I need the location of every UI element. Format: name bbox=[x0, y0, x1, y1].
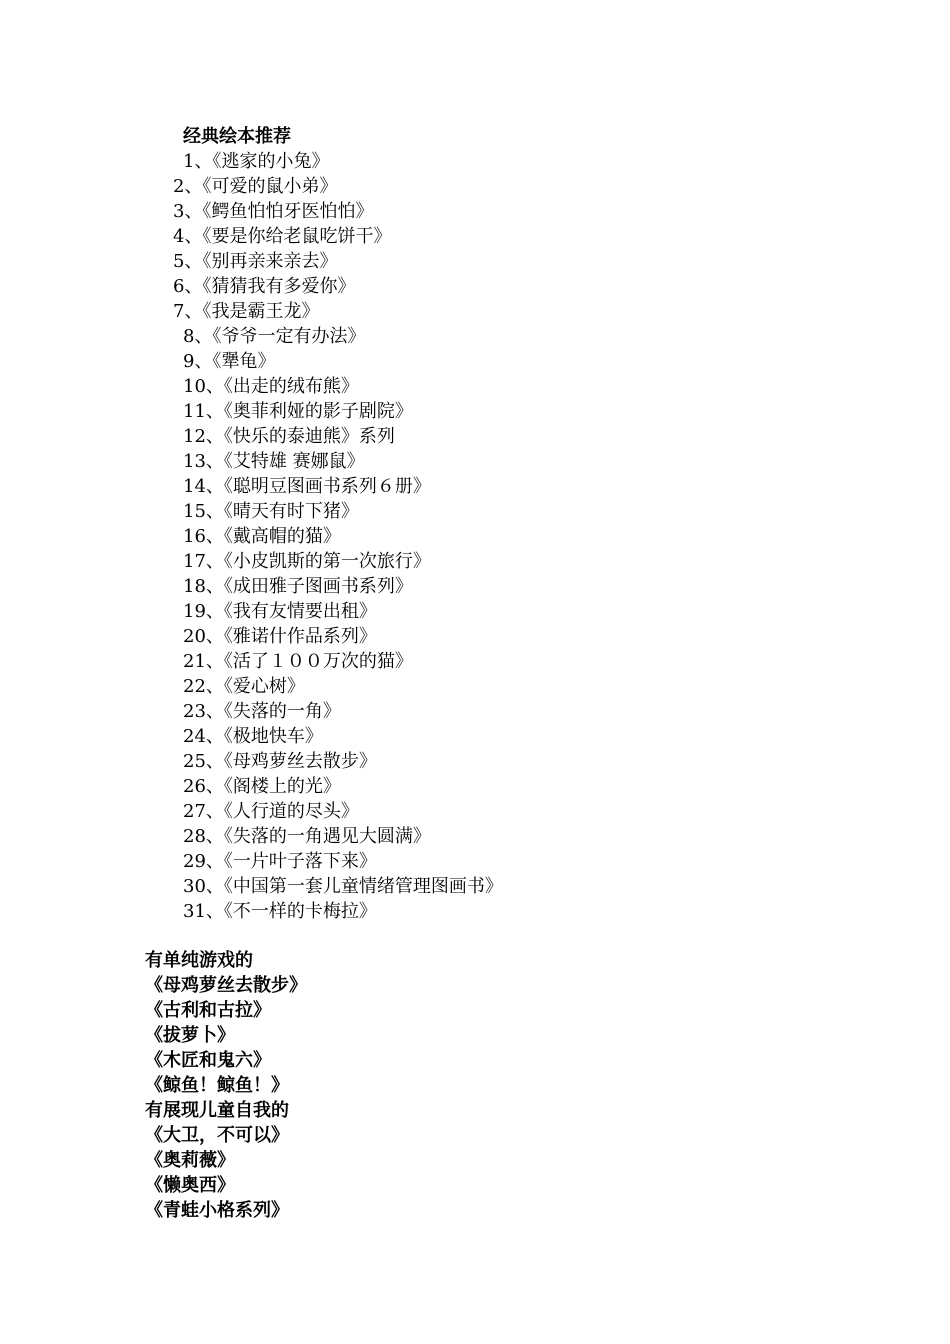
list-item: 15、《晴天有时下猪》 bbox=[183, 501, 359, 522]
list-item: 2、《可爱的鼠小弟》 bbox=[173, 176, 338, 197]
list-item: 22、《爱心树》 bbox=[183, 676, 305, 697]
list-item: 6、《猜猜我有多爱你》 bbox=[173, 276, 356, 297]
list-item: 《木匠和鬼六》 bbox=[145, 1050, 271, 1071]
list-item: 8、《爷爷一定有办法》 bbox=[183, 326, 366, 347]
list-item: 25、《母鸡萝丝去散步》 bbox=[183, 751, 377, 772]
list-item: 17、《小皮凯斯的第一次旅行》 bbox=[183, 551, 431, 572]
list-item: 12、《快乐的泰迪熊》系列 bbox=[183, 426, 395, 447]
list-item: 9、《犟龟》 bbox=[183, 351, 276, 372]
list-item: 《拔萝卜》 bbox=[145, 1025, 235, 1046]
list-item: 26、《阁楼上的光》 bbox=[183, 776, 341, 797]
list-item: 《古利和古拉》 bbox=[145, 1000, 271, 1021]
list-item: 4、《要是你给老鼠吃饼干》 bbox=[173, 226, 392, 247]
list-item: 7、《我是霸王龙》 bbox=[173, 301, 320, 322]
list-item: 《大卫，不可以》 bbox=[145, 1125, 289, 1146]
list-item: 31、《不一样的卡梅拉》 bbox=[183, 901, 377, 922]
list-item: 1、《逃家的小兔》 bbox=[183, 151, 330, 172]
list-item: 《鲸鱼！鲸鱼！》 bbox=[145, 1075, 289, 1096]
list-item: 16、《戴高帽的猫》 bbox=[183, 526, 341, 547]
list-item: 3、《鳄鱼怕怕牙医怕怕》 bbox=[173, 201, 374, 222]
list-item: 《懒奥西》 bbox=[145, 1175, 235, 1196]
list-item: 13、《艾特雄 赛娜鼠》 bbox=[183, 451, 365, 472]
list-item: 18、《成田雅子图画书系列》 bbox=[183, 576, 413, 597]
list-item: 24、《极地快车》 bbox=[183, 726, 323, 747]
list-item: 5、《别再亲来亲去》 bbox=[173, 251, 338, 272]
section-heading-self: 有展现儿童自我的 bbox=[145, 1100, 289, 1121]
list-item: 21、《活了１００万次的猫》 bbox=[183, 651, 413, 672]
section-heading-games: 有单纯游戏的 bbox=[145, 950, 253, 971]
list-item: 20、《雅诺什作品系列》 bbox=[183, 626, 377, 647]
list-item: 11、《奥菲利娅的影子剧院》 bbox=[183, 401, 413, 422]
list-item: 23、《失落的一角》 bbox=[183, 701, 341, 722]
list-item: 30、《中国第一套儿童情绪管理图画书》 bbox=[183, 876, 503, 897]
list-item: 《青蛙小格系列》 bbox=[145, 1200, 289, 1221]
list-item: 27、《人行道的尽头》 bbox=[183, 801, 359, 822]
list-item: 28、《失落的一角遇见大圆满》 bbox=[183, 826, 431, 847]
list-item: 《母鸡萝丝去散步》 bbox=[145, 975, 307, 996]
list-item: 10、《出走的绒布熊》 bbox=[183, 376, 359, 397]
list-item: 《奥莉薇》 bbox=[145, 1150, 235, 1171]
list-item: 14、《聪明豆图画书系列６册》 bbox=[183, 476, 431, 497]
list-item: 19、《我有友情要出租》 bbox=[183, 601, 377, 622]
list-item: 29、《一片叶子落下来》 bbox=[183, 851, 377, 872]
section-title-recommend: 经典绘本推荐 bbox=[183, 126, 291, 147]
